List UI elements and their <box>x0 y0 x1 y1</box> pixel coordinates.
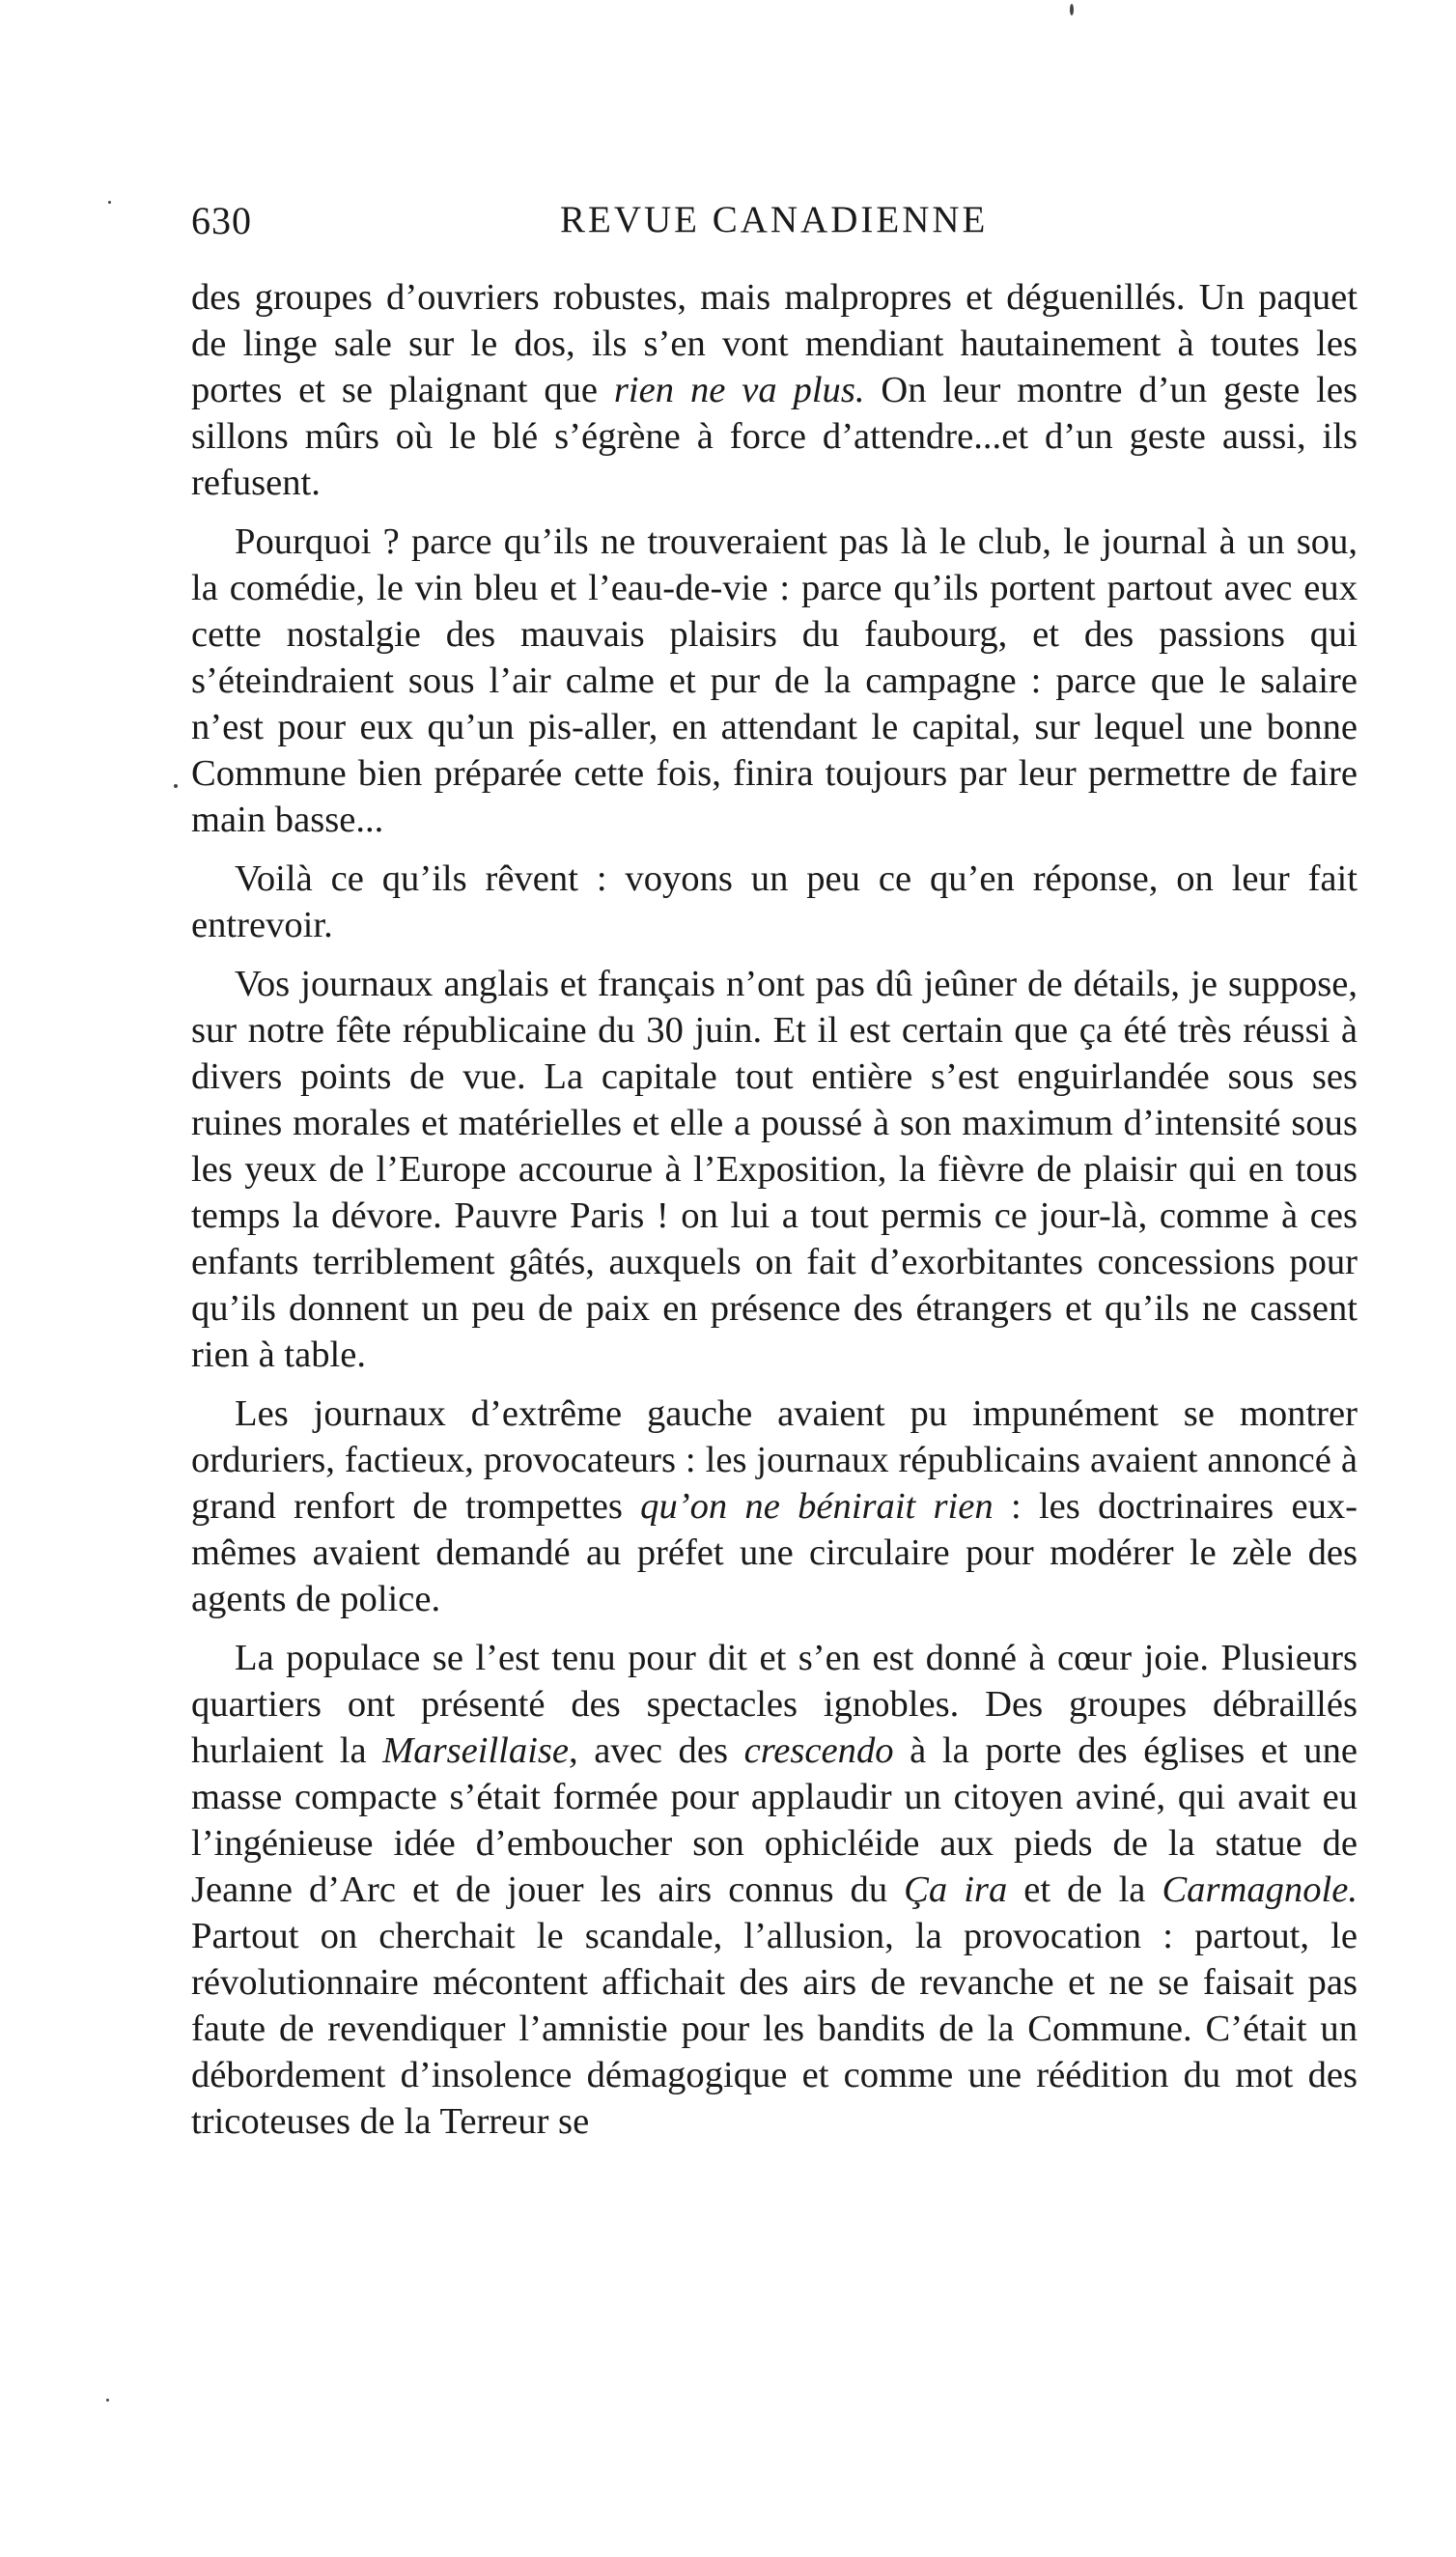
italic-text: Marseillaise <box>382 1730 570 1771</box>
paragraph <box>191 961 1358 1378</box>
running-head <box>191 198 1012 252</box>
paragraph <box>191 856 1358 948</box>
body-text <box>191 274 1358 2145</box>
text-run: à la porte des églises et une masse compacte s’était formée pour applaudir un citoyen aviné, qui avait eu l’ingénieuse idée d’emboucher son ophicléide aux pieds de la statue de Jeanne d’Arc et de jouer les airs connus du <box>191 1730 1358 1910</box>
text-run: Les journaux d’extrême gauche avaient pu impunément se montrer orduriers, factieux, provocateurs : les journaux républicains avaient annoncé à grand renfort de trompettes <box>191 1393 1358 1527</box>
text-run: Partout on cherchait le scandale, l’allusion, la provocation : partout, le révolutionnaire mécontent affichait des airs de revanche et ne se faisait pas faute de revendiquer l’amnistie pour les bandits de la Commune. C’était un débordement d’insolence démagogique et comme une réédition du mot des tricoteuses de la Terreur se <box>191 1916 1358 2142</box>
text-run: Pourquoi ? parce qu’ils ne trouveraient pas là le club, le journal à un sou, la comédie, le vin bleu et l’eau-de-vie : parce qu’ils portent partout avec eux cette nostalgie des mauvais plaisirs du faubourg, et des passions qui s’éteindraient sous l’air calme et pur de la campagne : parce que le salaire n’est pour eux qu’un pis-aller, en attendant le capital, sur lequel une bonne Commune bien préparée cette fois, finira toujours par leur permettre de faire main basse... <box>191 521 1358 840</box>
text-run: des groupes d’ouvriers robustes, mais malpropres et déguenillés. Un paquet de linge sale sur le dos, ils s’en vont mendiant hautainement à toutes les portes et se plaignant que <box>191 277 1358 410</box>
print-speck <box>108 201 111 204</box>
italic-text: rien ne va plus. <box>613 370 865 410</box>
paragraph <box>191 274 1358 506</box>
italic-text: qu’on ne bénirait rien <box>640 1486 994 1527</box>
print-speck <box>1070 4 1074 15</box>
page-number: 630 <box>191 199 252 242</box>
italic-text: Ça ira <box>904 1869 1008 1910</box>
text-run: On leur montre d’un geste les sillons mûrs où le blé s’égrène à force d’attendre...et d’un geste aussi, ils refusent. <box>191 370 1358 503</box>
running-title: REVUE CANADIENNE <box>560 199 989 240</box>
text-run: : les doctrinaires eux-mêmes avaient demandé au préfet une circulaire pour modérer le zèle des agents de police. <box>191 1486 1358 1619</box>
italic-text: Carmagnole. <box>1162 1869 1358 1910</box>
italic-text: crescendo <box>743 1730 894 1771</box>
text-run: La populace se l’est tenu pour dit et s’en est donné à cœur joie. Plusieurs quartiers ont présenté des spectacles ignobles. Des groupes débraillés hurlaient la <box>191 1638 1358 1771</box>
paragraph <box>191 1635 1358 2145</box>
text-run: Vos journaux anglais et français n’ont pas dû jeûner de détails, je suppose, sur notre fête républicaine du 30 juin. Et il est certain que ça été très réussi à divers points de vue. La capitale tout entière s’est enguirlandée sous ses ruines morales et matérielles et elle a poussé à son maximum d’intensité sous les yeux de l’Europe accourue à l’Exposition, la fièvre de plaisir qui en tous temps la dévore. Pauvre Paris ! on lui a tout permis ce jour-là, comme à ces enfants terriblement gâtés, auxquels on fait d’exorbitantes concessions pour qu’ils donnent un peu de paix en présence des étrangers et qu’ils ne cassent rien à table. <box>191 964 1358 1375</box>
text-run: , avec des <box>569 1730 744 1771</box>
print-speck <box>106 2399 109 2402</box>
paragraph <box>191 1391 1358 1622</box>
text-run: Voilà ce qu’ils rêvent : voyons un peu ce qu’en réponse, on leur fait entrevoir. <box>191 858 1358 945</box>
print-speck <box>174 784 178 788</box>
text-run: et de la <box>1007 1869 1162 1910</box>
paragraph <box>191 519 1358 843</box>
